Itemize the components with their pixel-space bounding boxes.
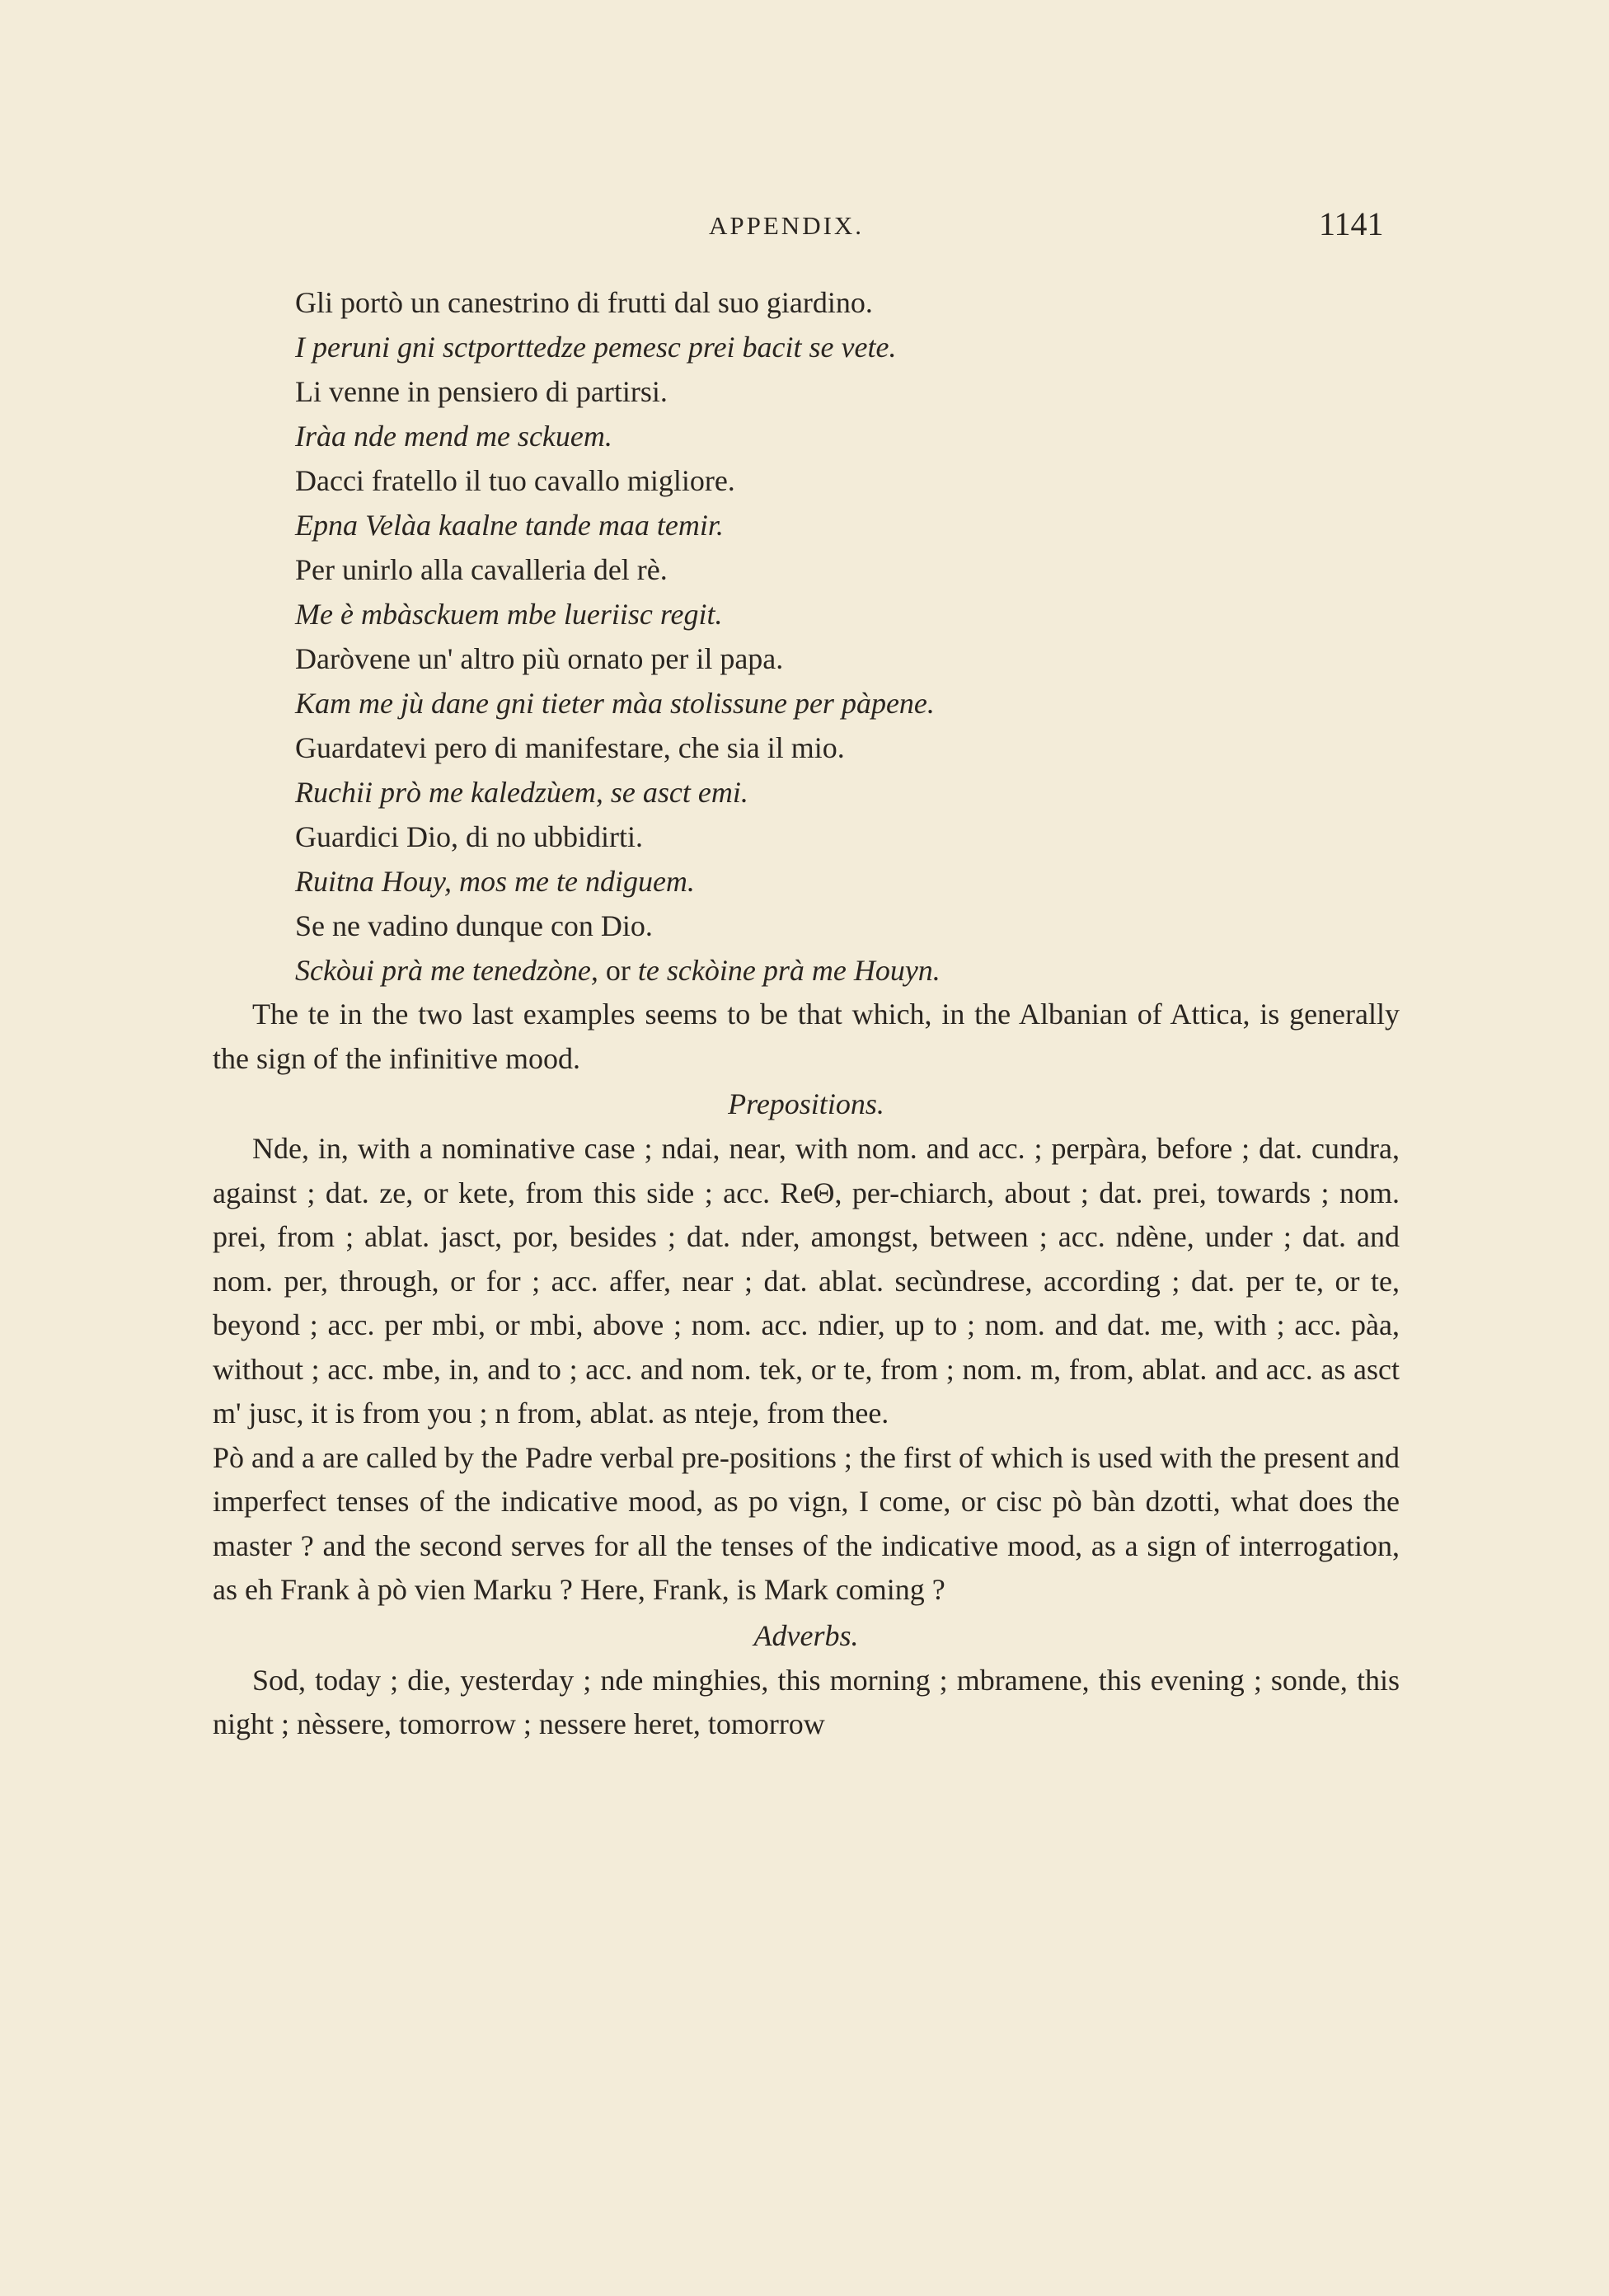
or-word: or <box>605 954 631 987</box>
albanian-sentence: Iràa nde mend me sckuem. <box>295 420 612 453</box>
italian-sentence: Dacci fratello il tuo cavallo migliore. <box>295 464 735 497</box>
albanian-sentence: Ruchii prò me kaledzùem, se asct emi. <box>295 776 748 809</box>
italian-sentence: Per unirlo alla cavalleria del rè. <box>295 553 668 586</box>
adverbs-paragraph: Sod, today ; die, yesterday ; nde minghies, this morning ; mbramene, this evening ; sonde, this night ; nèssere, tomorrow ; nessere heret, tomorrow <box>213 1663 1400 1740</box>
albanian-sentence-pair <box>213 948 1400 993</box>
prepositions-paragraph: Nde, in, with a nominative case ; ndai, near, with nom. and acc. ; perpàra, before ; dat. cundra, against ; dat. ze, or kete, from this side ; acc. ReΘ, per-chiarch, about ; dat. prei, towards ; nom. prei, from ; ablat. jasct, por, besides ; dat. nder, amongst, between ; acc. ndène, under ; dat. and nom. per, through, or for ; acc. affer, near ; dat. ablat. secùndrese, according ; dat. per te, or te, beyond ; acc. per mbi, or mbi, above ; nom. acc. ndier, up to ; nom. and dat. me, with ; acc. pàa, without ; acc. mbe, in, and to ; acc. and nom. tek, or te, from ; nom. m, from, ablat. and acc. as asct m' jusc, it is from you ; n from, ablat. as nteje, from thee. <box>213 1132 1400 1430</box>
infinitive-note: The te in the two last examples seems to be that which, in the Albanian of Attica, is generally the sign of the infinitive mood. <box>213 998 1400 1075</box>
albanian-sentence: Kam me jù dane gni tieter màa stolissune per pàpene. <box>295 687 935 720</box>
albanian-sentence: Epna Velàa kaalne tande maa temir. <box>295 509 724 542</box>
italian-sentence: Se ne vadino dunque con Dio. <box>295 909 653 942</box>
albanian-variant-a: Sckòui prà me tenedzòne, <box>295 954 598 987</box>
italian-sentence: Guardici Dio, di no ubbidirti. <box>295 820 643 853</box>
running-head: APPENDIX. <box>709 211 865 240</box>
page-body <box>213 280 1400 1747</box>
italian-sentence: Li venne in pensiero di partirsi. <box>295 375 668 408</box>
adverbs-heading: Adverbs. <box>753 1618 859 1652</box>
page-number: 1141 <box>1319 205 1384 242</box>
example-sentences <box>213 280 1400 993</box>
prepositions-heading: Prepositions. <box>728 1087 884 1120</box>
albanian-sentence: Me è mbàsckuem mbe lueriisc regit. <box>295 598 723 631</box>
verbal-prepositions-paragraph: Pò and a are called by the Padre verbal pre-positions ; the first of which is used with the present and imperfect tenses of the indicative mood, as po vign, I come, or cisc pò bàn dzotti, what does the master ? and the second serves for all the tenses of the indicative mood, as a sign of interrogation, as eh Frank à pò vien Marku ? Here, Frank, is Mark coming ? <box>213 1440 1400 1606</box>
albanian-variant-b: te sckòine prà me Houyn. <box>637 954 941 987</box>
italian-sentence: Guardatevi pero di manifestare, che sia il mio. <box>295 731 845 764</box>
albanian-sentence: I peruni gni sctporttedze pemesc prei bacit se vete. <box>295 331 897 364</box>
italian-sentence: Daròvene un' altro più ornato per il papa. <box>295 642 784 675</box>
italian-sentence: Gli portò un canestrino di frutti dal suo giardino. <box>295 286 873 319</box>
albanian-sentence: Ruitna Houy, mos me te ndiguem. <box>295 865 695 898</box>
page-header <box>0 204 1609 254</box>
